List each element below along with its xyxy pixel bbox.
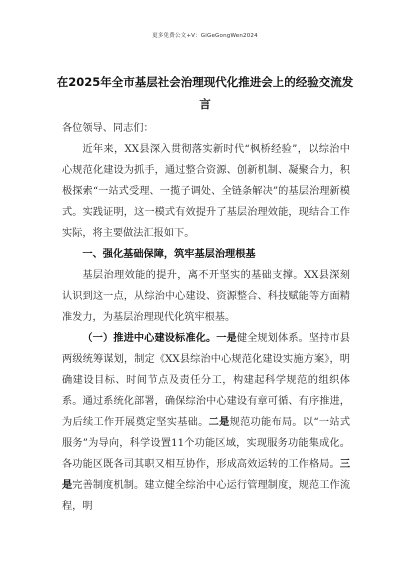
paragraph-section1: 基层治理效能的提升，离不开坚实的基础支撑。XX县深刻认识到这一点，从综治中心建设、资源整合、科技赋能等方面精准发力，为基层治理现代化筑牢根基。 xyxy=(62,270,350,323)
document-title: 在2025年全市基层社会治理现代化推进会上的经验交流发言 xyxy=(56,75,354,111)
paragraph-subsection1 xyxy=(62,328,350,517)
point-marker-2: 二是 xyxy=(208,417,230,428)
point-text-1: 健全规划体系。坚持市县两级统筹谋划，制定《XX县综治中心规范化建设实施方案》，明确建设目标、时间节点及责任分工，构建起科学规范的组织体系。通过系统化部署，确保综治中心建设有章可循、有序推进，为后续工作开展奠定坚实基础。 xyxy=(62,333,350,428)
salutation: 各位领导、同志们： xyxy=(62,123,154,134)
subsection-heading-1: （一）推进中心建设标准化。 xyxy=(82,333,217,344)
point-text-2: 规范功能布局。以“一站式服务”为导向，科学设置11个功能区域，实现服务功能集成化。各功能区既各司其职又相互协作，形成高效运转的工作格局。 xyxy=(62,417,351,470)
point-marker-1: 一是 xyxy=(216,333,237,344)
section-heading-1: 一、强化基础保障，筑牢基层治理根基 xyxy=(82,249,256,260)
header-note: 更多免费公文+V：GiGeGongWen2024 xyxy=(152,33,258,39)
point-text-3: 完善制度机制。建立健全综治中心运行管理制度，规范工作流程，明 xyxy=(62,480,351,512)
point-marker-3: 三是 xyxy=(62,459,350,491)
paragraph-intro: 近年来，XX县深入贯彻落实新时代“枫桥经验”，以综治中心规范化建设为抓手，通过整合资源、创新机制、凝聚合力，积极探索“一站式受理、一揽子调处、全链条解决”的基层治理新模式。实践证明，这一模式有效提升了基层治理效能，现结合工作实际，将主要做法汇报如下。 xyxy=(62,144,350,239)
document-body xyxy=(62,118,350,517)
